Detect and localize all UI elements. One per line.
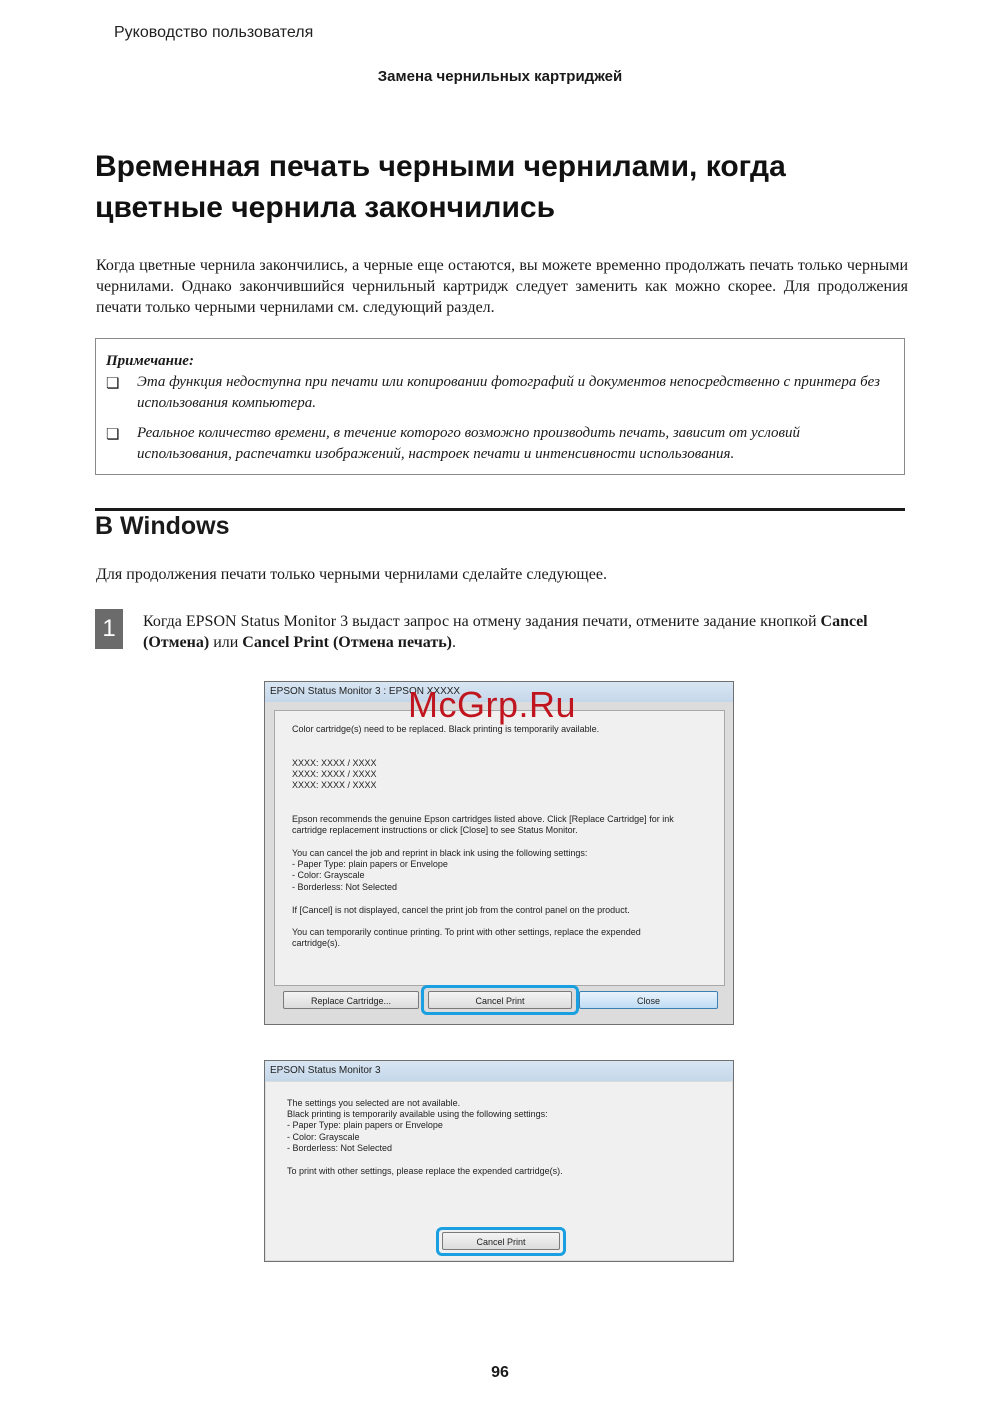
- dialog-message: Color cartridge(s) need to be replaced. Black printing is temporarily available.: [292, 724, 600, 734]
- close-button[interactable]: Close: [579, 991, 718, 1009]
- continue-note-text: You can temporarily continue printing. To print with other settings, replace the expended cartridge(s).: [292, 927, 641, 949]
- note-item: [106, 372, 886, 414]
- checkbox-bullet-icon: ❏: [106, 427, 120, 443]
- cancel-print-button[interactable]: Cancel Print: [428, 991, 572, 1009]
- dialog-title-bar: EPSON Status Monitor 3: [265, 1061, 733, 1081]
- cancel-print-button[interactable]: Cancel Print: [442, 1232, 560, 1250]
- step-text: [143, 611, 905, 653]
- step-text-part: Когда EPSON Status Monitor 3 выдаст запрос на отмену задания печати, отмените задание кнопкой: [143, 613, 821, 630]
- note-item-text: Эта функция недоступна при печати или копировании фотографий и документов непосредственно с принтера без использования компьютера.: [137, 374, 880, 411]
- status-monitor-dialog-2: [264, 1060, 734, 1262]
- page-title-line-2: цветные чернила закончились: [95, 191, 556, 224]
- cartridge-line: XXXX: XXXX / XXXX: [292, 769, 377, 779]
- page-title: [95, 146, 915, 228]
- cancel-label: Cancel (Отмена): [143, 613, 868, 651]
- replace-cartridge-button[interactable]: Replace Cartridge...: [283, 991, 419, 1009]
- dialog-title-bar: EPSON Status Monitor 3 : EPSON XXXXX: [265, 682, 733, 702]
- step-text-part: или: [209, 634, 243, 651]
- checkbox-bullet-icon: ❏: [106, 376, 120, 392]
- status-monitor-dialog: [264, 681, 734, 1025]
- step-text-part: .: [451, 634, 456, 651]
- recommend-text: Epson recommends the genuine Epson cartridges listed above. Click [Replace Cartridge] for ink cartridge replacement instructions or click [Close] to see Status Monitor.: [292, 814, 674, 836]
- watermark: McGrp.Ru: [408, 684, 577, 725]
- note-item: [106, 423, 886, 465]
- page-number: 96: [491, 1364, 509, 1381]
- dialog-message-panel: [274, 710, 725, 986]
- page-title-line-1: Временная печать черными чернилами, когда: [95, 150, 786, 183]
- dialog-footer-text: To print with other settings, please replace the expended cartridge(s).: [287, 1166, 563, 1176]
- section-intro: Для продолжения печати только черными чернилами сделайте следующее.: [96, 566, 607, 583]
- cartridge-line: XXXX: XXXX / XXXX: [292, 780, 377, 790]
- note-box: [95, 338, 905, 475]
- cancel-print-label: Cancel Print (Отмена печать): [242, 634, 452, 651]
- dialog-body: [266, 1082, 732, 1260]
- cartridge-line: XXXX: XXXX / XXXX: [292, 758, 377, 768]
- dialog-message: The settings you selected are not available. Black printing is temporarily available using the following settings: - Paper Type: plain papers or Envelope - Color: Grayscale - Borderless: Not Selected: [287, 1098, 548, 1153]
- intro-paragraph: Когда цветные чернила закончились, а черные еще остаются, вы можете временно продолжать печать только черными чернилами. Однако закончившийся чернильный картридж следует заменить как можно скорее. Для продолжения печати только черными чернилами см. следующий раздел.: [96, 257, 908, 316]
- note-item-text: Реальное количество времени, в течение которого возможно производить печать, зависит от условий использования, распечатки изображений, настроек печати и интенсивности использования.: [137, 425, 801, 462]
- section-divider: [95, 508, 905, 511]
- step-number-badge: 1: [95, 609, 123, 649]
- manual-title: Руководство пользователя: [114, 24, 314, 41]
- note-title: Примечание:: [106, 353, 194, 369]
- cancel-note-text: If [Cancel] is not displayed, cancel the print job from the control panel on the product.: [292, 905, 630, 915]
- section-title: В Windows: [95, 512, 230, 540]
- settings-text: You can cancel the job and reprint in black ink using the following settings: - Paper Type: plain papers or Envelope - Color: Grayscale - Borderless: Not Selected: [292, 848, 588, 892]
- section-header: Замена чернильных картриджей: [377, 68, 623, 85]
